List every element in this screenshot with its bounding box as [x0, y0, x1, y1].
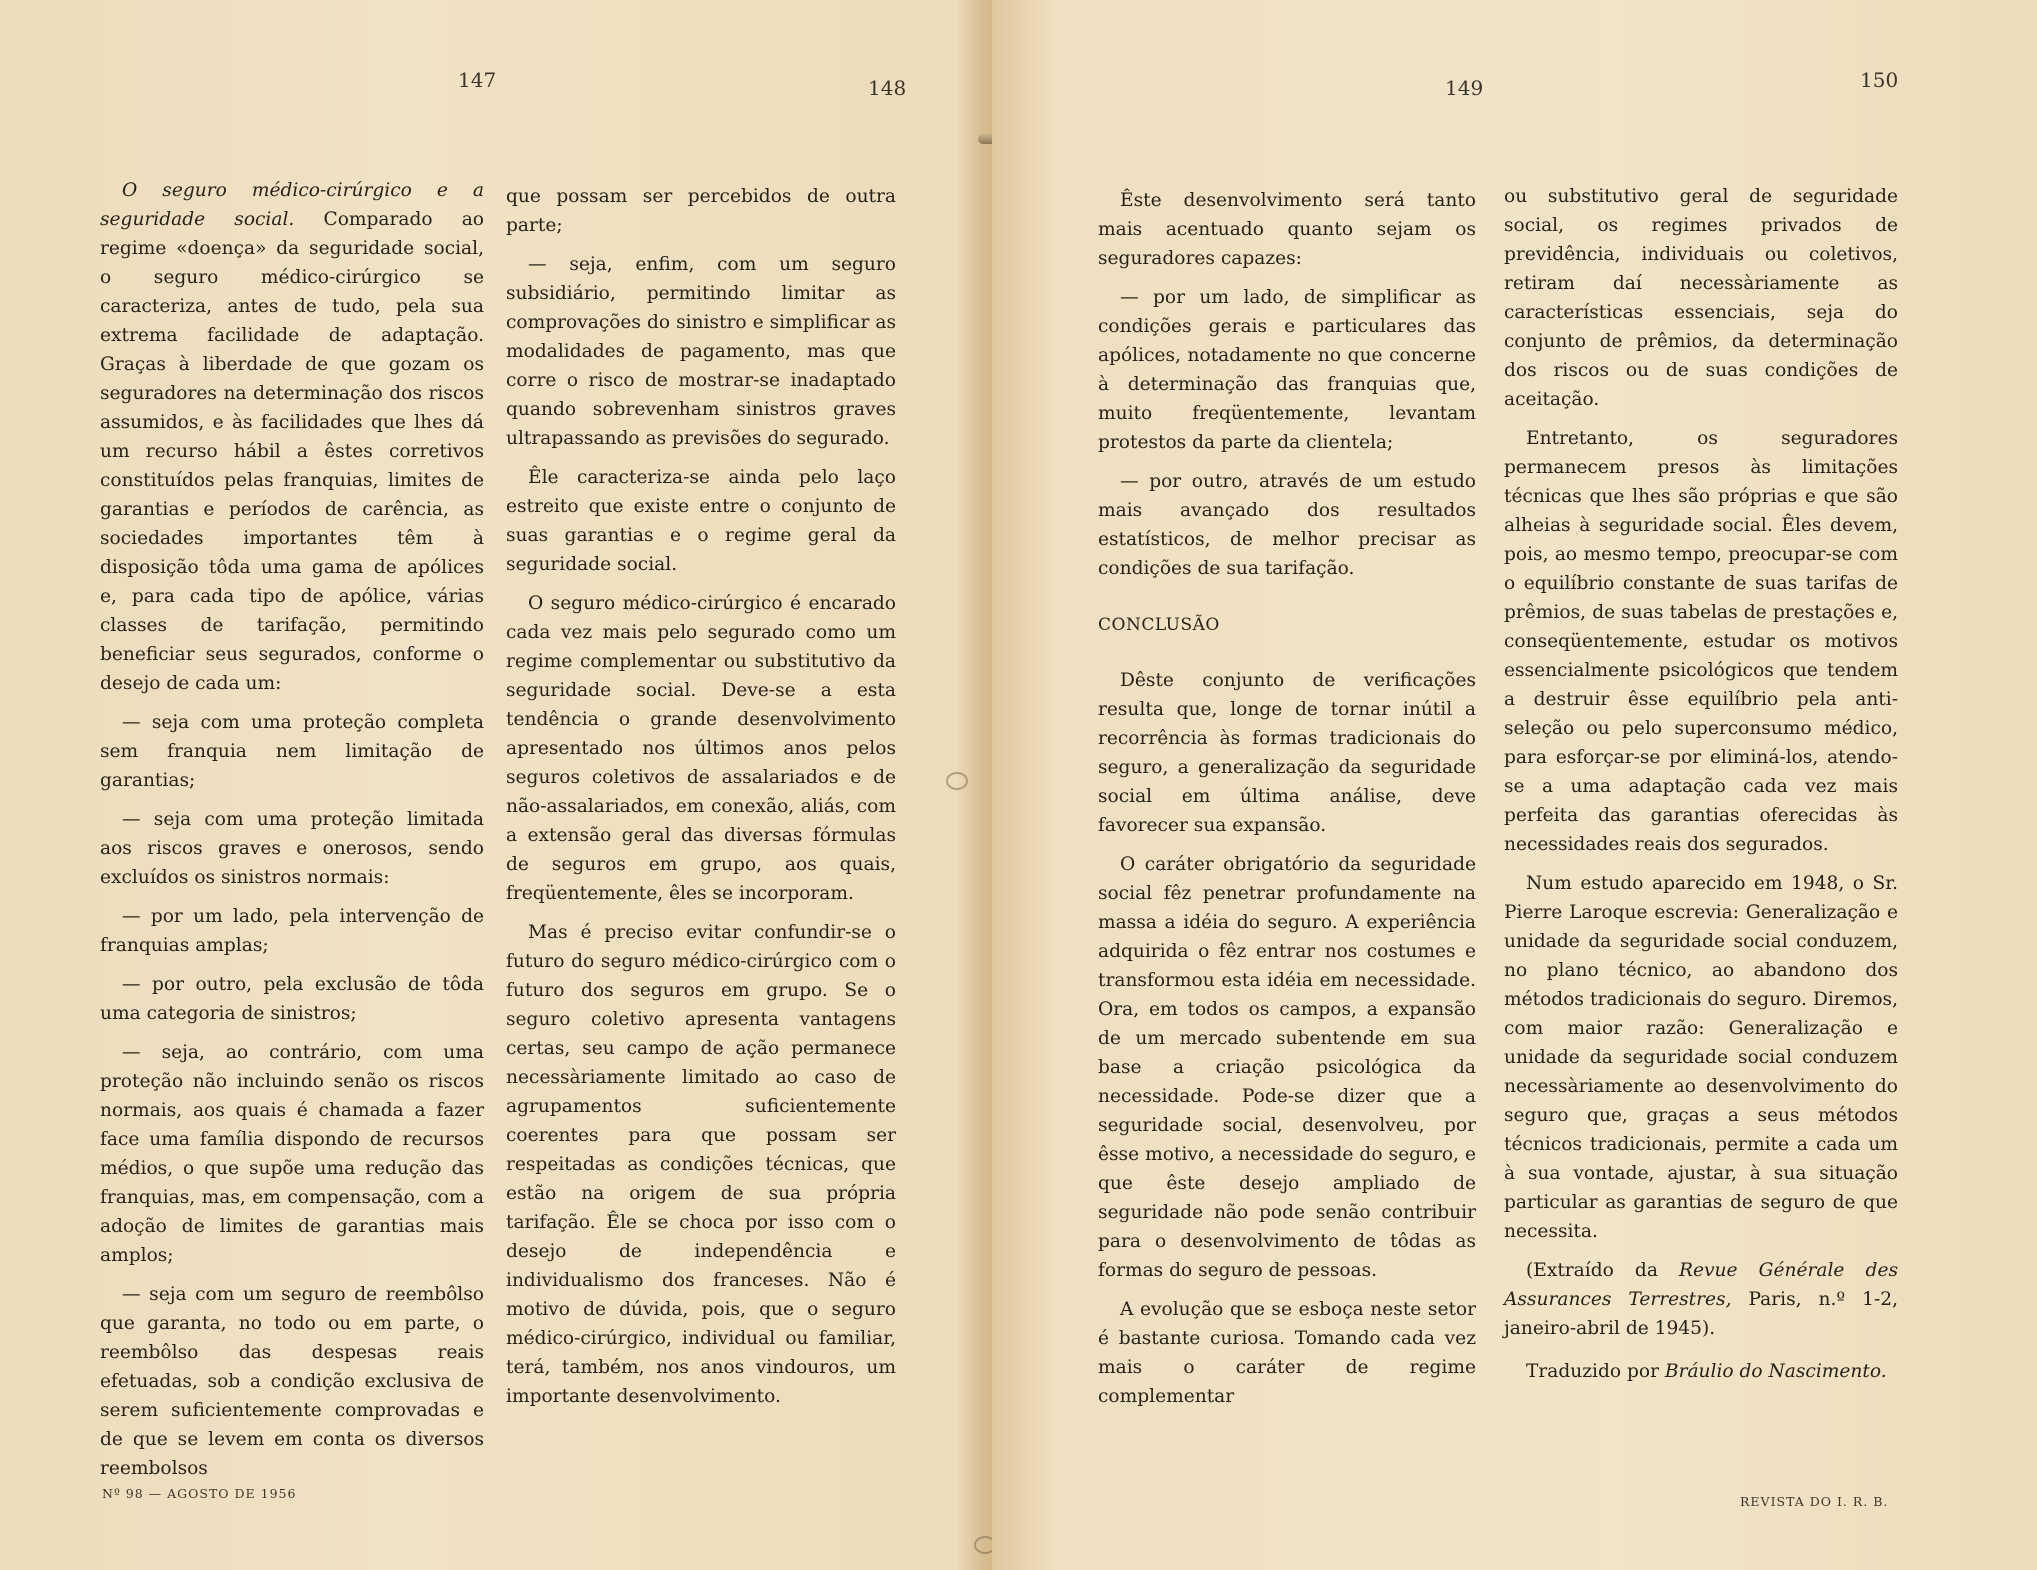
- paragraph: Mas é preciso evitar confundir-se o futuro do seguro médico-cirúrgico com o futuro dos seguros em grupo. Se o seguro coletivo apresenta vantagens certas, seu campo de ação permanece necessàriamente limitado ao caso de agrupamentos suficientemente coerentes para que possam ser respeitadas as condições técnicas, que estão na origem de sua própria tarifação. Êle se choca por isso com o desejo de independência e individualismo dos franceses. Não é motivo de dúvida, pois, que o seguro médico-cirúrgico, individual ou familiar, terá, também, nos anos vindouros, um importante desenvolvimento.: [506, 922, 896, 1407]
- dash-item: — seja com um seguro de reembôlso que garanta, no todo ou em parte, o reembôlso das despesas reais efetuadas, sob a condição exclusiva de serem suficientemente comprovadas e de que se levem em conta os diversos reembolsos: [100, 1284, 484, 1479]
- translator-credit: Traduzido por Bráulio do Nascimento.: [1526, 1361, 1887, 1382]
- section-heading: CONCLUSÃO: [1098, 615, 1220, 635]
- dash-item: — seja, enfim, com um seguro subsidiário, permitindo limitar as comprovações do sinistro e simplificar as modalidades de pagamento, mas que corre o risco de mostrar-se inadaptado quando sobrevenham sinistros graves ultrapassando as previsões do segurado.: [506, 254, 896, 449]
- dash-item: — seja, ao contrário, com uma proteção não incluindo senão os riscos normais, aos quais é chamada a fazer face uma família dispondo de recursos médios, o que supõe uma redução das franquias, mas, em compensação, com a adoção de limites de garantias mais amplos;: [100, 1042, 484, 1266]
- right-page: [992, 0, 2037, 1570]
- left-page: [0, 0, 992, 1570]
- dash-item: — por outro, através de um estudo mais avançado dos resultados estatísticos, de melhor precisar as condições de sua tarifação.: [1098, 471, 1476, 579]
- paragraph: Entretanto, os seguradores permanecem presos às limitações técnicas que lhes são próprias e que são alheias à seguridade social. Êles devem, pois, ao mesmo tempo, preocupar-se com o equilíbrio constante de suas tarifas de prêmios, de suas tabelas de prestações e, conseqüentemente, estudar os motivos essencialmente psicológicos que tendem a destruir êsse equilíbrio pela anti-seleção ou pelo superconsumo médico, para esforçar-se por eliminá-los, atendo-se a uma adaptação cada vez mais perfeita das garantias oferecidas às necessidades reais dos segurados.: [1504, 428, 1898, 855]
- paragraph: que possam ser percebidos de outra parte;: [506, 186, 896, 236]
- dash-item: — seja com uma proteção completa sem franquia nem limitação de garantias;: [100, 712, 484, 791]
- column-page-147: [100, 176, 484, 1493]
- dash-item: — por um lado, de simplificar as condições gerais e particulares das apólices, notadamente no que concerne à determinação das franquias que, muito freqüentemente, levantam protestos da parte da clientela;: [1098, 287, 1476, 453]
- page-number-148: 148: [868, 76, 907, 100]
- paragraph: Êle caracteriza-se ainda pelo laço estreito que existe entre o conjunto de suas garantias e o regime geral da seguridade social.: [506, 467, 896, 575]
- paragraph: O seguro médico-cirúrgico é encarado cada vez mais pelo segurado como um regime complementar ou substitutivo da seguridade social. Deve-se a esta tendência o grande desenvolvimento apresentado nos últimos anos pelos seguros coletivos de assalariados e de não-assalariados, em conexão, aliás, com a extensão geral das diversas fórmulas de seguros em grupo, aos quais, freqüentemente, êles se incorporam.: [506, 593, 896, 904]
- column-page-149: [1098, 186, 1476, 1421]
- paragraph: A evolução que se esboça neste setor é bastante curiosa. Tomando cada vez mais o caráter de regime complementar: [1098, 1299, 1476, 1407]
- column-page-150: [1504, 182, 1898, 1396]
- dash-item: — seja com uma proteção limitada aos riscos graves e onerosos, sendo excluídos os sinistros normais:: [100, 809, 484, 888]
- paragraph: Êste desenvolvimento será tanto mais acentuado quanto sejam os seguradores capazes:: [1098, 190, 1476, 269]
- page-number-150: 150: [1860, 68, 1899, 92]
- paragraph: O caráter obrigatório da seguridade social fêz penetrar profundamente na massa a idéia do seguro. A experiência adquirida o fêz entrar nos costumes e transformou esta idéia em necessidade. Ora, em todos os campos, a expansão de um mercado subentende em sua base a criação psicológica da necessidade. Pode-se dizer que a seguridade social, desenvolveu, por êsse motivo, a necessidade do seguro, e que êste desejo ampliado de seguridade não pode senão contribuir para o desenvolvimento de tôdas as formas do seguro de pessoas.: [1098, 854, 1476, 1281]
- source-citation: (Extraído da Revue Générale des Assurances Terrestres, Paris, n.º 1-2, janeiro-abril de 1945).: [1504, 1260, 1899, 1339]
- dash-item: — por outro, pela exclusão de tôda uma categoria de sinistros;: [100, 974, 484, 1024]
- footer-journal-name: REVISTA DO I. R. B.: [1740, 1494, 1889, 1509]
- paragraph: O seguro médico-cirúrgico e a seguridade social. Comparado ao regime «doença» da seguridade social, o seguro médico-cirúrgico se caracteriza, antes de tudo, pela sua extrema facilidade de adaptação. Graças à liberdade de que gozam os seguradores na determinação dos riscos assumidos, e às facilidades que lhes dá um recurso hábil a êstes corretivos constituídos pelas franquias, limites de garantias e períodos de carência, as sociedades importantes têm à disposição tôda uma gama de apólices e, para cada tipo de apólice, várias classes de tarifação, permitindo beneficiar seus segurados, conforme o desejo de cada um:: [100, 180, 484, 694]
- footer-issue-date: Nº 98 — AGOSTO DE 1956: [102, 1486, 297, 1501]
- dash-item: — por um lado, pela intervenção de franquias amplas;: [100, 906, 484, 956]
- page-number-147: 147: [458, 68, 497, 92]
- paragraph: Dêste conjunto de verificações resulta que, longe de tornar inútil a recorrência às formas tradicionais do seguro, a generalização da seguridade social em última análise, deve favorecer sua expansão.: [1098, 670, 1476, 836]
- staple-hole-icon: [946, 772, 968, 790]
- page-number-149: 149: [1445, 76, 1484, 100]
- paragraph: ou substitutivo geral de seguridade social, os regimes privados de previdência, individuais ou coletivos, retiram daí necessàriamente as características essenciais, seja do conjunto de prêmios, da determinação dos riscos ou de suas condições de aceitação.: [1504, 186, 1898, 410]
- column-page-148: [506, 182, 896, 1421]
- paragraph: Num estudo aparecido em 1948, o Sr. Pierre Laroque escrevia: Generalização e unidade da seguridade social conduzem, no plano técnico, ao abandono dos métodos tradicionais do seguro. Diremos, com maior razão: Generalização e unidade da seguridade social conduzem necessàriamente ao desenvolvimento do seguro que, graças a seus métodos técnicos tradicionais, permite a cada um à sua vontade, ajustar, à sua situação particular as garantias de seguro de que necessita.: [1504, 873, 1898, 1242]
- section-lead-italic: O seguro médico-cirúrgico e a seguridade social.: [100, 180, 484, 230]
